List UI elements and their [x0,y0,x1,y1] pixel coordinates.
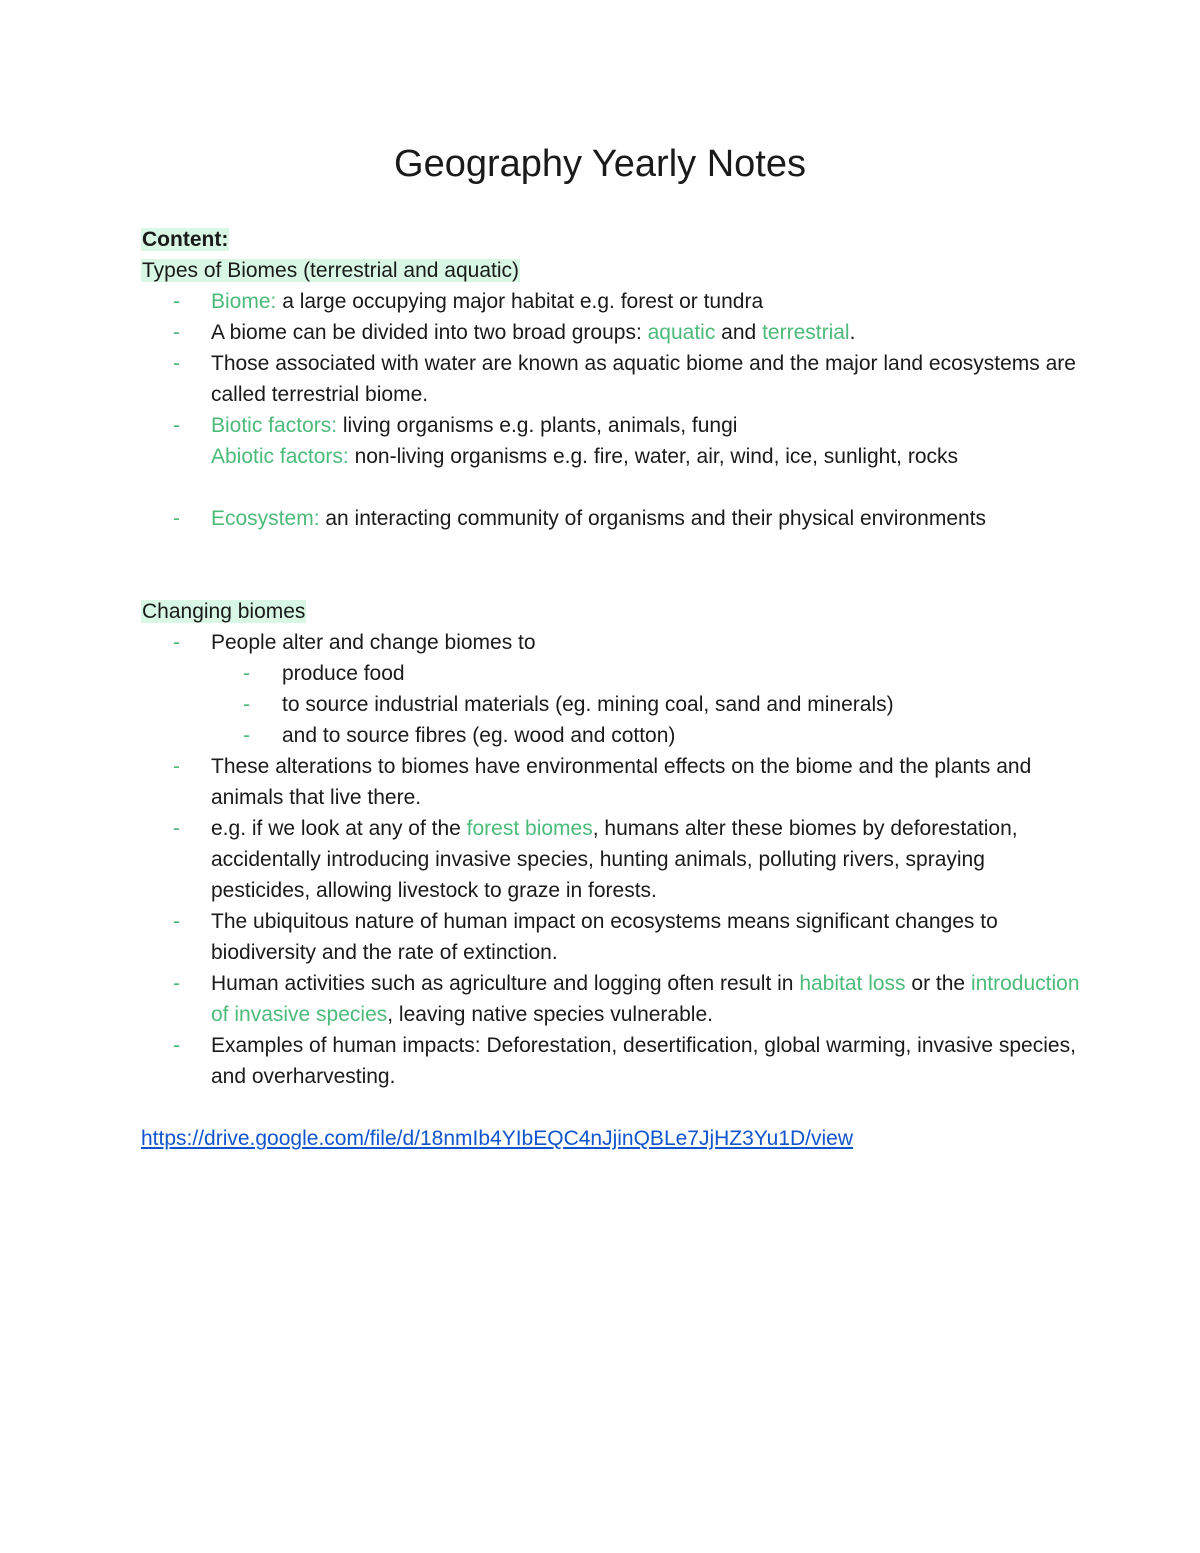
content-heading-text: Content: [142,228,229,251]
sub-list-item [141,658,1081,689]
biomes-list [141,286,1081,534]
item-text: A biome can be divided into two broad groups: [211,321,648,344]
term-label: Biome: [211,290,277,313]
list-item-continuation [141,441,1081,472]
item-text: Those associated with water are known as aquatic biome and the major land ecosystems are called terrestrial biome. [211,352,1076,406]
item-text: , leaving native species vulnerable. [387,1003,713,1026]
item-text: . [849,321,856,344]
term-aquatic: aquatic [647,321,716,344]
term-terrestrial: terrestrial [762,321,850,344]
document-body [141,224,1081,1154]
biomes-subheading [141,255,1081,286]
item-text: Human activities such as agriculture and logging often result in [211,972,800,995]
list-item [141,1030,1081,1092]
bullet-dash: - [243,724,250,747]
bullet-dash: - [243,662,250,685]
bullet-dash: - [173,910,180,933]
content-heading [141,224,1081,255]
list-item [141,813,1081,906]
item-text: Examples of human impacts: Deforestation, desertification, global warming, invasive species, and overharvesting. [211,1034,1076,1088]
bullet-dash: - [173,972,180,995]
item-text: to source industrial materials (eg. mining coal, sand and minerals) [282,693,894,716]
bullet-dash: - [173,290,180,313]
changing-biomes-heading-text: Changing biomes [142,600,306,623]
list-item [141,968,1081,1030]
item-text: These alterations to biomes have environmental effects on the biome and the plants and animals that live there. [211,755,1032,809]
bullet-dash: - [173,817,180,840]
item-text: an interacting community of organisms and their physical environments [319,507,987,530]
spacer [141,1092,1081,1123]
spacer [141,534,1081,596]
sub-list-item [141,689,1081,720]
list-item [141,503,1081,534]
list-item [141,348,1081,410]
bullet-dash: - [173,321,180,344]
term-label: Abiotic factors: [211,445,349,468]
item-text: , humans alter these biomes by deforestation, accidentally introducing invasive species, hunting animals, polluting rivers, spraying pesticides, allowing livestock to graze in forests. [211,817,1018,902]
changing-biomes-list [141,627,1081,1092]
bullet-dash: - [173,1034,180,1057]
item-text: and to source fibres (eg. wood and cotton) [282,724,676,747]
changing-biomes-heading [141,596,1081,627]
page-title: Geography Yearly Notes [394,143,806,185]
item-text: The ubiquitous nature of human impact on ecosystems means significant changes to biodiversity and the rate of extinction. [211,910,998,964]
list-item [141,751,1081,813]
list-item [141,317,1081,348]
bullet-dash: - [173,352,180,375]
link-paragraph [141,1123,1081,1154]
list-item [141,906,1081,968]
term-label: Biotic factors: [211,414,338,437]
bullet-dash: - [173,755,180,778]
term-habitat-loss: habitat loss [799,972,906,995]
item-text: or the [905,972,971,995]
bullet-dash: - [173,631,180,654]
list-item [141,627,1081,658]
term-invasive-species: introduction of invasive species [211,972,1080,1026]
bullet-dash: - [173,507,180,530]
list-item [141,286,1081,317]
bullet-dash: - [173,414,180,437]
spacer [141,472,1081,503]
term-label: Ecosystem: [211,507,320,530]
list-item [141,410,1081,441]
item-text: e.g. if we look at any of the [211,817,467,840]
item-text: People alter and change biomes to [211,631,536,654]
biomes-subheading-text: Types of Biomes (terrestrial and aquatic) [142,259,519,282]
item-text: non-living organisms e.g. fire, water, air, wind, ice, sunlight, rocks [348,445,959,468]
item-text: produce food [282,662,405,685]
bullet-dash: - [243,693,250,716]
sub-list-item [141,720,1081,751]
term-forest-biomes: forest biomes [466,817,593,840]
item-text: living organisms e.g. plants, animals, fungi [337,414,738,437]
item-text: a large occupying major habitat e.g. forest or tundra [276,290,764,313]
item-text: and [715,321,763,344]
drive-link[interactable]: https://drive.google.com/file/d/18nmIb4YIbEQC4nJjinQBLe7JjHZ3Yu1D/view [141,1127,854,1150]
